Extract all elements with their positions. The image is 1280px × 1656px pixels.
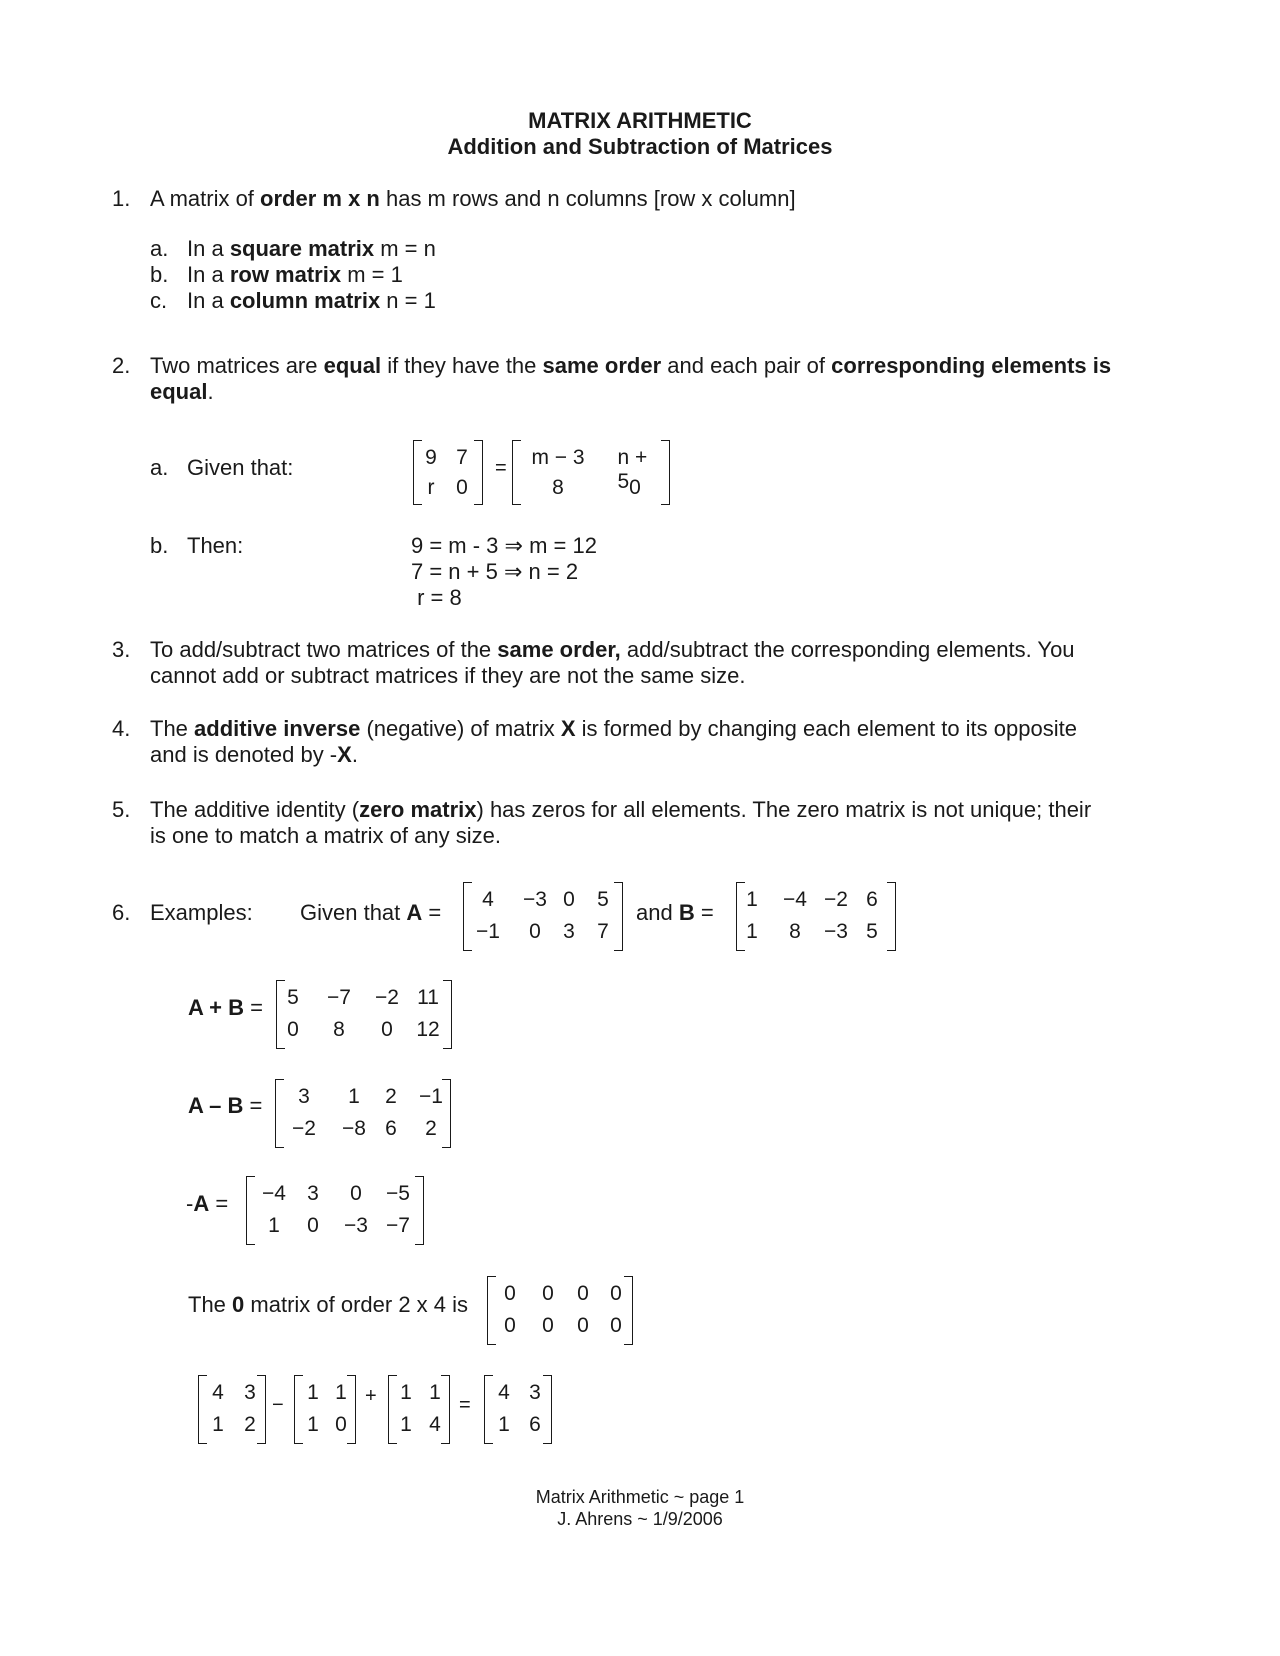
equation-line: r = 8: [411, 585, 462, 610]
matrix-cell: 1: [400, 1413, 412, 1436]
matrix-b: [736, 882, 896, 952]
matrix-cell: 7: [456, 446, 468, 469]
item-1-text: A matrix of order m x n has m rows and n columns [row x column]: [150, 186, 796, 211]
matrix-cell: −3: [344, 1214, 368, 1237]
matrix-cell: 3: [563, 920, 575, 943]
matrix-cell: 8: [552, 476, 564, 499]
matrix-cell: −2: [375, 986, 399, 1009]
item-3-text-line2: cannot add or subtract matrices if they are not the same size.: [150, 663, 746, 688]
left-bracket: [484, 1375, 493, 1444]
item-2-text-line2: equal.: [150, 379, 214, 404]
matrix-cell: 1: [429, 1381, 441, 1404]
zero-matrix: [487, 1276, 633, 1346]
matrix-cell: 0: [542, 1314, 554, 1337]
matrix-cell: −8: [342, 1117, 366, 1140]
right-bracket: [442, 1079, 451, 1148]
item-number: 6.: [112, 900, 131, 925]
right-bracket: [415, 1176, 424, 1245]
matrix-cell: −5: [386, 1182, 410, 1205]
right-bracket: [257, 1375, 266, 1444]
matrix-cell: 6: [529, 1413, 541, 1436]
and-b-label: and B =: [636, 900, 714, 925]
matrix-sum: [276, 980, 452, 1050]
matrix-cell: 3: [298, 1085, 310, 1108]
equation-line: 9 = m - 3 ⇒ m = 12: [411, 533, 597, 558]
minus-sign: −: [272, 1394, 284, 1416]
matrix-cell: 1: [400, 1381, 412, 1404]
matrix-cell: 3: [529, 1381, 541, 1404]
matrix-cell: 1: [307, 1381, 319, 1404]
left-bracket: [388, 1375, 397, 1444]
footer-page-label: Matrix Arithmetic ~ page 1: [535, 1487, 745, 1507]
matrix-negative-a: [246, 1176, 424, 1246]
matrix-cell: 0: [610, 1314, 622, 1337]
item-number: 2.: [112, 353, 131, 378]
matrix-cell: 8: [333, 1018, 345, 1041]
matrix-a: [463, 882, 623, 952]
matrix-cell: 3: [244, 1381, 256, 1404]
page-subtitle: Addition and Subtraction of Matrices: [447, 134, 833, 159]
item-5-text: The additive identity (zero matrix) has zeros for all elements. The zero matrix is not unique; their: [150, 797, 1092, 822]
matrix-cell: 0: [504, 1314, 516, 1337]
equation-line: 7 = n + 5 ⇒ n = 2: [411, 559, 579, 584]
matrix-cell: 0: [610, 1282, 622, 1305]
left-bracket: [294, 1375, 303, 1444]
right-bracket: [474, 440, 483, 505]
matrix-cell: 1: [307, 1413, 319, 1436]
right-bracket: [614, 882, 623, 951]
matrix-cell: 1: [212, 1413, 224, 1436]
matrix-cell: −4: [262, 1182, 286, 1205]
matrix: [388, 1375, 450, 1445]
item-label: c.: [150, 288, 168, 313]
matrix-cell: 1: [268, 1214, 280, 1237]
matrix-difference: [275, 1079, 451, 1149]
matrix-cell: 4: [212, 1381, 224, 1404]
left-bracket: [463, 882, 472, 951]
then-label: Then:: [187, 533, 244, 558]
matrix-cell: r: [427, 476, 435, 499]
matrix: [294, 1375, 356, 1445]
left-bracket: [198, 1375, 207, 1444]
left-bracket: [736, 882, 745, 951]
matrix: [512, 440, 670, 506]
matrix-cell: −4: [783, 888, 807, 911]
left-bracket: [413, 440, 422, 505]
matrix-cell: 0: [542, 1282, 554, 1305]
matrix-cell: 0: [307, 1214, 319, 1237]
given-label: Given that:: [187, 455, 294, 480]
matrix-cell: 2: [385, 1085, 397, 1108]
matrix-cell: 5: [597, 888, 609, 911]
negative-label: -A =: [186, 1191, 229, 1216]
sum-label: A + B =: [188, 995, 263, 1020]
matrix-cell: 3: [307, 1182, 319, 1205]
matrix-cell: −2: [292, 1117, 316, 1140]
item-5-text-line2: is one to match a matrix of any size.: [150, 823, 501, 848]
matrix-cell: 6: [866, 888, 878, 911]
matrix-cell: 0: [577, 1314, 589, 1337]
matrix-cell: 7: [597, 920, 609, 943]
matrix-cell: 1: [335, 1381, 347, 1404]
matrix-cell: 2: [425, 1117, 437, 1140]
right-bracket: [543, 1375, 552, 1444]
matrix-cell: 4: [429, 1413, 441, 1436]
matrix-cell: −3: [523, 888, 547, 911]
item-3-text: To add/subtract two matrices of the same order, add/subtract the corresponding elements. You: [150, 637, 1075, 662]
left-bracket: [246, 1176, 255, 1245]
item-4-text: The additive inverse (negative) of matrix X is formed by changing each element to its opposite: [150, 716, 1077, 741]
right-bracket: [887, 882, 896, 951]
item-2-text: Two matrices are equal if they have the same order and each pair of corresponding elements is: [150, 353, 1112, 378]
matrix-cell: 0: [629, 476, 641, 499]
matrix-cell: 9: [425, 446, 437, 469]
matrix: [413, 440, 483, 506]
matrix-cell: 8: [789, 920, 801, 943]
matrix-cell: 0: [287, 1018, 299, 1041]
right-bracket: [441, 1375, 450, 1444]
item-4-text-line2: and is denoted by -X.: [150, 742, 358, 767]
matrix-cell: 11: [417, 986, 439, 1009]
plus-sign: +: [365, 1385, 377, 1407]
matrix-cell: 0: [335, 1413, 347, 1436]
footer-author-date: J. Ahrens ~ 1/9/2006: [557, 1509, 723, 1529]
item-label: a.: [150, 236, 169, 261]
equals-sign: =: [495, 457, 507, 479]
matrix-cell: −1: [476, 920, 500, 943]
examples-label: Examples:: [150, 900, 253, 925]
matrix-cell: 5: [287, 986, 299, 1009]
matrix-cell: 2: [244, 1413, 256, 1436]
zero-matrix-label: The 0 matrix of order 2 x 4 is: [188, 1292, 469, 1317]
matrix-cell: 4: [482, 888, 494, 911]
matrix-cell: −3: [824, 920, 848, 943]
right-bracket: [661, 440, 670, 505]
left-bracket: [275, 1079, 284, 1148]
left-bracket: [512, 440, 521, 505]
item-label: a.: [150, 455, 169, 480]
given-a-label: Given that A =: [300, 900, 442, 925]
page-title: MATRIX ARITHMETIC: [528, 108, 752, 133]
matrix-cell: 0: [381, 1018, 393, 1041]
matrix-cell: 12: [416, 1018, 440, 1041]
equals-sign: =: [459, 1394, 471, 1416]
matrix-cell: −2: [824, 888, 848, 911]
matrix-cell: m − 3: [531, 446, 585, 469]
matrix-cell: 1: [498, 1413, 510, 1436]
item-label: b.: [150, 262, 169, 287]
item-number: 3.: [112, 637, 131, 662]
matrix-cell: 5: [866, 920, 878, 943]
matrix-cell: 0: [350, 1182, 362, 1205]
item-label: b.: [150, 533, 169, 558]
right-bracket: [347, 1375, 356, 1444]
item-1a-text: In a square matrix m = n: [187, 236, 436, 261]
matrix-cell: −7: [327, 986, 351, 1009]
item-number: 1.: [112, 186, 131, 211]
matrix: [484, 1375, 552, 1445]
matrix-cell: −7: [386, 1214, 410, 1237]
matrix-cell: n + 5: [617, 446, 648, 493]
matrix-cell: 1: [746, 888, 758, 911]
matrix: [198, 1375, 266, 1445]
matrix-cell: 4: [498, 1381, 510, 1404]
matrix-cell: 0: [504, 1282, 516, 1305]
matrix-cell: 1: [348, 1085, 360, 1108]
left-bracket: [487, 1276, 496, 1345]
matrix-cell: −1: [419, 1085, 443, 1108]
item-1c-text: In a column matrix n = 1: [187, 288, 436, 313]
matrix-cell: 6: [385, 1117, 397, 1140]
item-number: 4.: [112, 716, 131, 741]
item-1b-text: In a row matrix m = 1: [187, 262, 403, 287]
item-number: 5.: [112, 797, 131, 822]
matrix-cell: 1: [746, 920, 758, 943]
difference-label: A – B =: [188, 1093, 263, 1118]
left-bracket: [276, 980, 285, 1049]
right-bracket: [443, 980, 452, 1049]
matrix-cell: 0: [577, 1282, 589, 1305]
right-bracket: [624, 1276, 633, 1345]
matrix-cell: 0: [529, 920, 541, 943]
matrix-cell: 0: [563, 888, 575, 911]
matrix-cell: 0: [456, 476, 468, 499]
